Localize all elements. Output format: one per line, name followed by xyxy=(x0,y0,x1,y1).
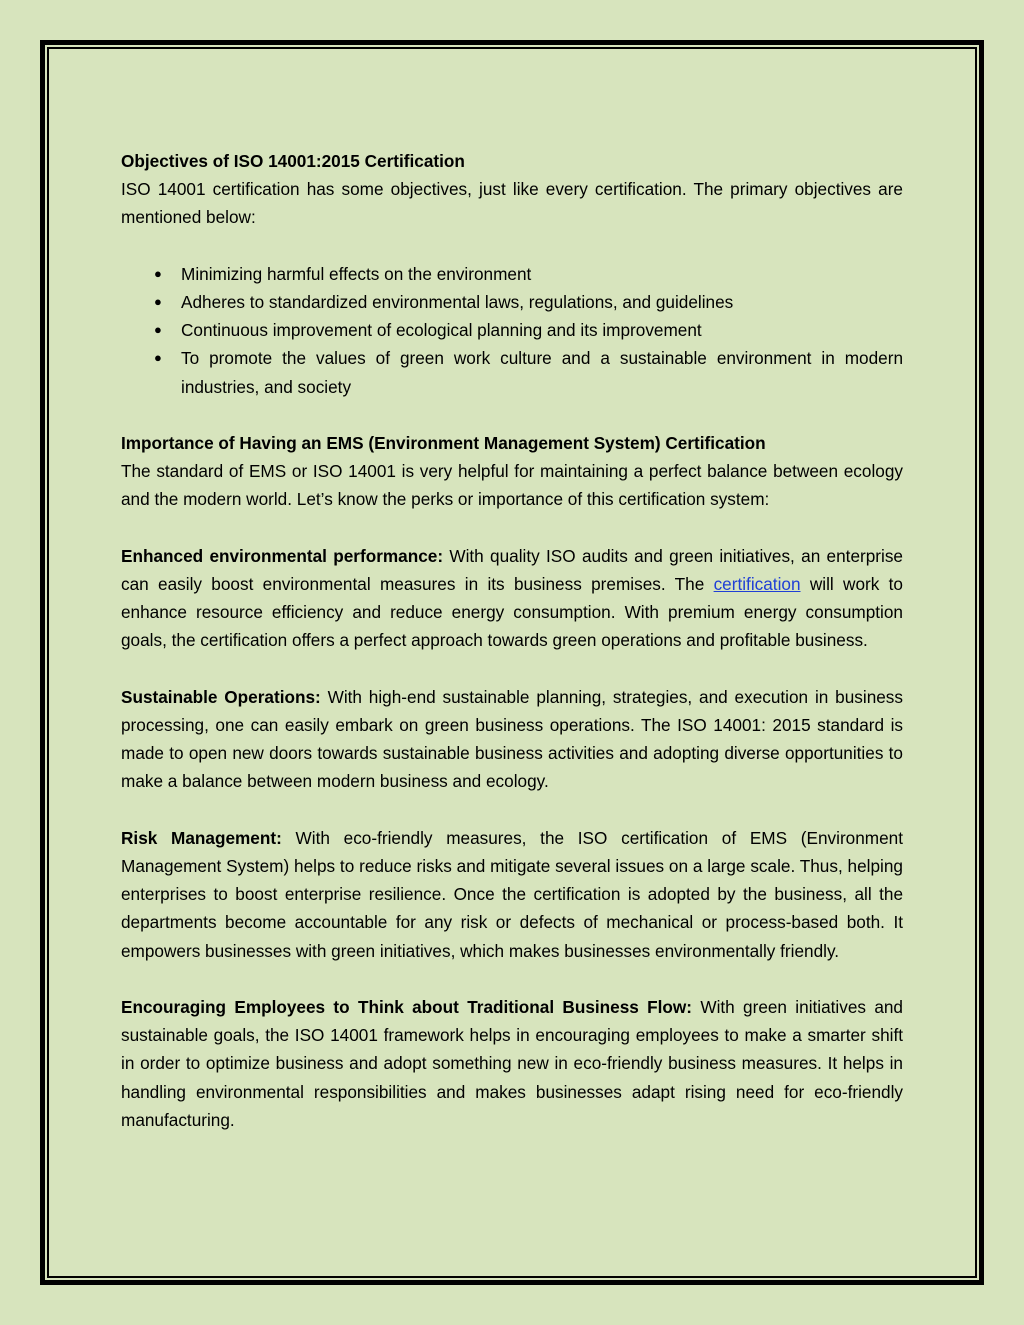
objectives-list xyxy=(121,260,903,401)
list-item-text: To promote the values of green work culture and a sustainable environment in modern industries, and society xyxy=(181,348,903,397)
list-item xyxy=(121,288,903,316)
bullet-icon: ● xyxy=(154,322,162,338)
spacer xyxy=(121,232,903,260)
enhanced-paragraph xyxy=(121,542,903,655)
risk-text: With eco-friendly measures, the ISO certification of EMS (Environment Management System) helps to reduce risks and mitigate several issues on a large scale. Thus, helping enterprises to boost enterprise resilience. Once the certification is adopted by the business, all the departments become accountable for any risk or defects of mechanical or process-based both. It empowers businesses with green initiatives, which makes businesses environmentally friendly. xyxy=(121,827,903,961)
importance-heading: Importance of Having an EMS (Environment Management System) Certification xyxy=(121,433,766,453)
risk-paragraph xyxy=(121,824,903,965)
certification-link[interactable]: certification xyxy=(713,574,801,594)
encouraging-text: With green initiatives and sustainable goals, the ISO 14001 framework helps in encouraging employees to make a smarter shift in order to optimize business and adopt something new in eco-friendly business measures. It helps in handling environmental responsibilities and makes businesses adapt rising need for eco-friendly manufacturing. xyxy=(121,997,903,1130)
spacer xyxy=(121,401,903,429)
risk-label: Risk Management: xyxy=(121,827,282,848)
enhanced-text-before-link: With quality ISO audits and green initiatives, an enterprise can easily boost environmental measures in its business premises. The xyxy=(121,545,903,594)
bullet-icon: ● xyxy=(154,294,162,309)
importance-intro: The standard of EMS or ISO 14001 is very helpful for maintaining a perfect balance between ecology and the modern world. Let’s know the perks or importance of this certification system: xyxy=(121,461,903,510)
list-item xyxy=(121,344,903,400)
list-item-text: Continuous improvement of ecological planning and its improvement xyxy=(181,320,702,341)
enhanced-label: Enhanced environmental performance: xyxy=(121,545,444,566)
encouraging-label: Encouraging Employees to Think about Traditional Business Flow: xyxy=(121,997,693,1017)
encouraging-paragraph xyxy=(121,993,903,1134)
list-item-text: Adheres to standardized environmental laws, regulations, and guidelines xyxy=(181,292,734,312)
enhanced-text-after-link: will work to enhance resource efficiency and reduce energy consumption. With premium energy consumption goals, the certification offers a perfect approach towards green operations and profitable business. xyxy=(121,574,903,651)
list-item-text: Minimizing harmful effects on the environment xyxy=(181,263,532,284)
sustainable-label: Sustainable Operations: xyxy=(121,686,321,707)
list-item xyxy=(121,260,903,288)
spacer xyxy=(121,796,903,824)
objectives-intro: ISO 14001 certification has some objectives, just like every certification. The primary objectives are mentioned below: xyxy=(121,179,903,228)
objectives-heading: Objectives of ISO 14001:2015 Certification xyxy=(121,151,465,171)
sustainable-text: With high-end sustainable planning, strategies, and execution in business processing, one can easily embark on green business operations. The ISO 14001: 2015 standard is made to open new doors towards sustainable business activities and adopting diverse opportunities to make a balance between modern business and ecology. xyxy=(121,686,903,792)
bullet-icon: ● xyxy=(154,265,162,281)
spacer xyxy=(121,965,903,993)
bullet-icon: ● xyxy=(154,350,162,366)
spacer xyxy=(121,514,903,542)
document-body xyxy=(121,147,903,1134)
spacer xyxy=(121,655,903,683)
sustainable-paragraph xyxy=(121,683,903,796)
list-item xyxy=(121,316,903,344)
